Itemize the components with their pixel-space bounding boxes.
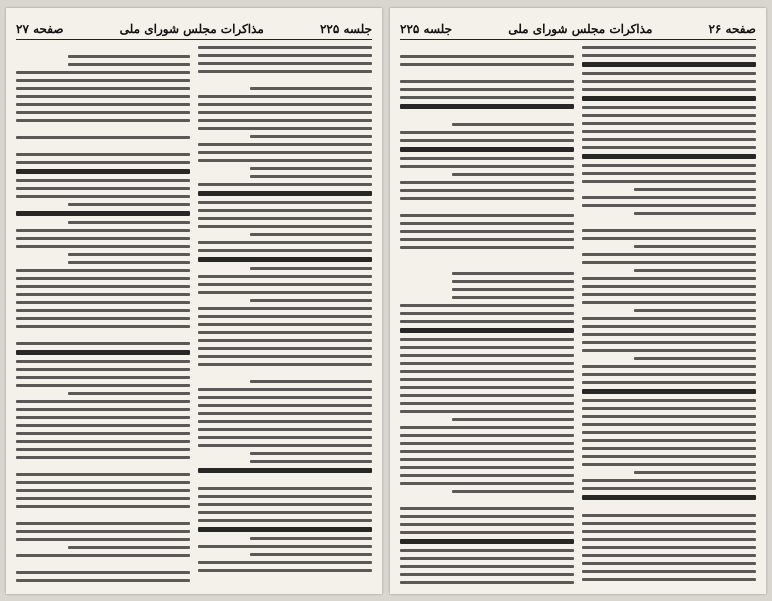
- text-line: [634, 357, 756, 360]
- text-line: [634, 245, 756, 248]
- text-line: [16, 505, 190, 508]
- text-line: [582, 463, 756, 466]
- text-line: [16, 144, 190, 148]
- text-line: [198, 241, 372, 244]
- text-line: [582, 96, 756, 101]
- text-line: [400, 328, 574, 333]
- text-line: [400, 482, 574, 485]
- text-line: [400, 238, 574, 241]
- text-line: [582, 72, 756, 75]
- text-line: [198, 201, 372, 204]
- text-line: [198, 119, 372, 122]
- text-line: [582, 253, 756, 256]
- text-line: [198, 46, 372, 49]
- text-line: [400, 246, 574, 249]
- text-line: [198, 191, 372, 196]
- text-line: [198, 495, 372, 498]
- left-page-header: [16, 22, 372, 40]
- text-line: [582, 373, 756, 376]
- text-line: [452, 272, 574, 275]
- text-line: [400, 507, 574, 510]
- left-page: [6, 8, 382, 594]
- text-line: [400, 157, 574, 160]
- text-line: [634, 188, 756, 191]
- text-line: [68, 203, 190, 206]
- right-page-column-left: [400, 46, 574, 586]
- text-line: [16, 95, 190, 98]
- text-line: [400, 197, 574, 200]
- text-line: [68, 253, 190, 256]
- text-line: [16, 195, 190, 198]
- text-line: [16, 119, 190, 122]
- text-line: [400, 458, 574, 461]
- text-line: [16, 522, 190, 525]
- text-line: [198, 561, 372, 564]
- text-line: [582, 349, 756, 352]
- text-line: [16, 179, 190, 182]
- text-line: [198, 291, 372, 294]
- text-line: [400, 434, 574, 437]
- text-line: [16, 187, 190, 190]
- text-line: [16, 448, 190, 451]
- text-line: [582, 154, 756, 159]
- text-line: [198, 569, 372, 572]
- text-line: [582, 164, 756, 167]
- text-line: [16, 161, 190, 164]
- right-page-column-right: [582, 46, 756, 586]
- text-line: [582, 172, 756, 175]
- text-line: [400, 55, 574, 58]
- text-line: [400, 114, 574, 118]
- text-line: [198, 396, 372, 399]
- text-line: [400, 205, 574, 209]
- text-line: [16, 127, 190, 131]
- text-line: [16, 317, 190, 320]
- text-line: [250, 87, 372, 90]
- text-line: [400, 338, 574, 341]
- text-line: [582, 455, 756, 458]
- text-line: [198, 468, 372, 473]
- text-line: [16, 153, 190, 156]
- text-line: [400, 410, 574, 413]
- text-line: [400, 46, 574, 50]
- text-line: [198, 412, 372, 415]
- text-line: [400, 515, 574, 518]
- text-line: [198, 363, 372, 366]
- text-line: [68, 392, 190, 395]
- text-line: [582, 196, 756, 199]
- text-line: [400, 386, 574, 389]
- right-page: [390, 8, 766, 594]
- text-line: [634, 309, 756, 312]
- text-line: [16, 79, 190, 82]
- text-line: [582, 62, 756, 67]
- text-line: [582, 514, 756, 517]
- left-page-title: مذاکرات مجلس شورای ملی: [119, 22, 264, 36]
- text-line: [68, 63, 190, 66]
- text-line: [582, 423, 756, 426]
- text-line: [582, 341, 756, 344]
- text-line: [16, 513, 190, 517]
- text-line: [582, 46, 756, 49]
- text-line: [16, 368, 190, 371]
- text-line: [198, 371, 372, 375]
- text-line: [634, 212, 756, 215]
- text-line: [16, 350, 190, 355]
- text-line: [582, 285, 756, 288]
- text-line: [198, 436, 372, 439]
- book-spread: [6, 8, 766, 594]
- text-line: [198, 323, 372, 326]
- left-page-column-left: [16, 46, 190, 586]
- text-line: [582, 130, 756, 133]
- text-line: [198, 315, 372, 318]
- text-line: [16, 211, 190, 216]
- text-line: [582, 431, 756, 434]
- text-line: [16, 376, 190, 379]
- text-line: [16, 229, 190, 232]
- text-line: [452, 280, 574, 283]
- text-line: [198, 519, 372, 522]
- text-line: [198, 225, 372, 228]
- text-line: [400, 254, 574, 258]
- text-line: [16, 111, 190, 114]
- text-line: [400, 498, 574, 502]
- text-line: [16, 103, 190, 106]
- text-line: [400, 104, 574, 109]
- text-line: [198, 503, 372, 506]
- text-line: [634, 269, 756, 272]
- text-line: [400, 230, 574, 233]
- text-line: [582, 381, 756, 384]
- text-line: [16, 301, 190, 304]
- text-line: [16, 538, 190, 541]
- text-line: [400, 565, 574, 568]
- text-line: [16, 530, 190, 533]
- text-line: [582, 277, 756, 280]
- text-line: [400, 581, 574, 584]
- text-line: [452, 490, 574, 493]
- text-line: [582, 180, 756, 183]
- text-line: [582, 114, 756, 117]
- text-line: [16, 424, 190, 427]
- text-line: [68, 261, 190, 264]
- text-line: [582, 415, 756, 418]
- text-line: [16, 481, 190, 484]
- text-line: [582, 522, 756, 525]
- text-line: [198, 339, 372, 342]
- text-line: [400, 181, 574, 184]
- right-page-number: صفحه ۲۶: [708, 22, 756, 36]
- text-line: [250, 175, 372, 178]
- text-line: [16, 497, 190, 500]
- text-line: [400, 450, 574, 453]
- text-line: [400, 131, 574, 134]
- text-line: [250, 167, 372, 170]
- text-line: [582, 495, 756, 500]
- text-line: [198, 487, 372, 490]
- text-line: [452, 418, 574, 421]
- text-line: [250, 299, 372, 302]
- text-line: [400, 214, 574, 217]
- right-page-title: مذاکرات مجلس شورای ملی: [508, 22, 653, 36]
- text-line: [250, 553, 372, 556]
- text-line: [16, 342, 190, 345]
- text-line: [582, 317, 756, 320]
- text-line: [582, 578, 756, 581]
- text-line: [400, 474, 574, 477]
- text-line: [400, 96, 574, 99]
- text-line: [250, 452, 372, 455]
- text-line: [400, 378, 574, 381]
- text-line: [452, 173, 574, 176]
- text-line: [582, 106, 756, 109]
- text-line: [400, 63, 574, 66]
- text-line: [250, 537, 372, 540]
- text-line: [198, 545, 372, 548]
- text-line: [400, 80, 574, 83]
- text-line: [198, 355, 372, 358]
- text-line: [582, 261, 756, 264]
- text-line: [400, 394, 574, 397]
- text-line: [16, 309, 190, 312]
- text-line: [198, 103, 372, 106]
- text-line: [582, 554, 756, 557]
- text-line: [400, 304, 574, 307]
- text-line: [400, 523, 574, 526]
- text-line: [400, 165, 574, 168]
- text-line: [400, 71, 574, 75]
- text-line: [198, 307, 372, 310]
- text-line: [16, 408, 190, 411]
- text-line: [68, 221, 190, 224]
- text-line: [16, 71, 190, 74]
- left-page-number: صفحه ۲۷: [16, 22, 64, 36]
- text-line: [16, 473, 190, 476]
- text-line: [198, 143, 372, 146]
- text-line: [582, 365, 756, 368]
- text-line: [582, 204, 756, 207]
- text-line: [16, 169, 190, 174]
- text-line: [16, 456, 190, 459]
- text-line: [400, 573, 574, 576]
- text-line: [16, 277, 190, 280]
- text-line: [634, 471, 756, 474]
- text-line: [400, 263, 574, 267]
- text-line: [582, 301, 756, 304]
- text-line: [400, 139, 574, 142]
- right-page-session: جلسه ۲۲۵: [400, 22, 453, 36]
- text-line: [16, 237, 190, 240]
- text-line: [198, 444, 372, 447]
- text-line: [16, 333, 190, 337]
- text-line: [16, 293, 190, 296]
- text-line: [582, 237, 756, 240]
- text-line: [16, 416, 190, 419]
- text-line: [582, 389, 756, 394]
- text-line: [16, 46, 190, 50]
- text-line: [16, 325, 190, 328]
- text-line: [582, 220, 756, 224]
- text-line: [16, 136, 190, 139]
- text-line: [16, 579, 190, 582]
- text-line: [16, 432, 190, 435]
- text-line: [582, 546, 756, 549]
- left-page-session: جلسه ۲۲۵: [319, 22, 372, 36]
- text-line: [198, 209, 372, 212]
- text-line: [16, 571, 190, 574]
- text-line: [400, 557, 574, 560]
- text-line: [198, 183, 372, 186]
- text-line: [582, 80, 756, 83]
- text-line: [452, 296, 574, 299]
- text-line: [198, 54, 372, 57]
- text-line: [198, 151, 372, 154]
- text-line: [452, 288, 574, 291]
- text-line: [198, 249, 372, 252]
- text-line: [198, 217, 372, 220]
- text-line: [582, 407, 756, 410]
- right-page-header: [400, 22, 756, 40]
- text-line: [16, 400, 190, 403]
- text-line: [250, 267, 372, 270]
- text-line: [582, 229, 756, 232]
- text-line: [582, 88, 756, 91]
- text-line: [198, 388, 372, 391]
- text-line: [582, 293, 756, 296]
- text-line: [16, 87, 190, 90]
- text-line: [582, 530, 756, 533]
- text-line: [198, 62, 372, 65]
- text-line: [400, 466, 574, 469]
- text-line: [400, 222, 574, 225]
- text-line: [400, 354, 574, 357]
- text-line: [16, 285, 190, 288]
- text-line: [400, 312, 574, 315]
- text-line: [452, 123, 574, 126]
- text-line: [400, 189, 574, 192]
- text-line: [198, 111, 372, 114]
- text-line: [198, 404, 372, 407]
- text-line: [400, 346, 574, 349]
- text-line: [16, 245, 190, 248]
- text-line: [198, 331, 372, 334]
- text-line: [250, 380, 372, 383]
- text-line: [16, 554, 190, 557]
- text-line: [400, 426, 574, 429]
- text-line: [582, 479, 756, 482]
- text-line: [582, 439, 756, 442]
- text-line: [68, 55, 190, 58]
- text-line: [582, 570, 756, 573]
- text-line: [582, 505, 756, 509]
- text-line: [198, 577, 372, 581]
- text-line: [16, 360, 190, 363]
- text-line: [400, 531, 574, 534]
- text-line: [198, 420, 372, 423]
- text-line: [250, 460, 372, 463]
- text-line: [198, 428, 372, 431]
- text-line: [400, 549, 574, 552]
- text-line: [582, 122, 756, 125]
- text-line: [582, 487, 756, 490]
- text-line: [582, 538, 756, 541]
- text-line: [400, 370, 574, 373]
- text-line: [582, 447, 756, 450]
- text-line: [198, 70, 372, 73]
- text-line: [400, 402, 574, 405]
- text-line: [16, 562, 190, 566]
- text-line: [16, 384, 190, 387]
- text-line: [582, 325, 756, 328]
- text-line: [250, 135, 372, 138]
- text-line: [400, 539, 574, 544]
- text-line: [16, 464, 190, 468]
- text-line: [400, 320, 574, 323]
- text-line: [16, 440, 190, 443]
- text-line: [582, 54, 756, 57]
- text-line: [400, 442, 574, 445]
- text-line: [582, 138, 756, 141]
- text-line: [582, 333, 756, 336]
- left-page-column-right: [198, 46, 372, 586]
- text-line: [198, 159, 372, 162]
- text-line: [198, 283, 372, 286]
- text-line: [16, 489, 190, 492]
- text-line: [198, 127, 372, 130]
- text-line: [400, 88, 574, 91]
- text-line: [250, 233, 372, 236]
- text-line: [198, 275, 372, 278]
- text-line: [582, 146, 756, 149]
- text-line: [198, 527, 372, 532]
- text-line: [582, 562, 756, 565]
- text-line: [198, 347, 372, 350]
- text-line: [198, 511, 372, 514]
- text-line: [582, 399, 756, 402]
- text-line: [16, 269, 190, 272]
- text-line: [400, 362, 574, 365]
- text-line: [198, 78, 372, 82]
- text-line: [68, 546, 190, 549]
- text-line: [198, 257, 372, 262]
- text-line: [400, 147, 574, 152]
- text-line: [198, 478, 372, 482]
- text-line: [198, 95, 372, 98]
